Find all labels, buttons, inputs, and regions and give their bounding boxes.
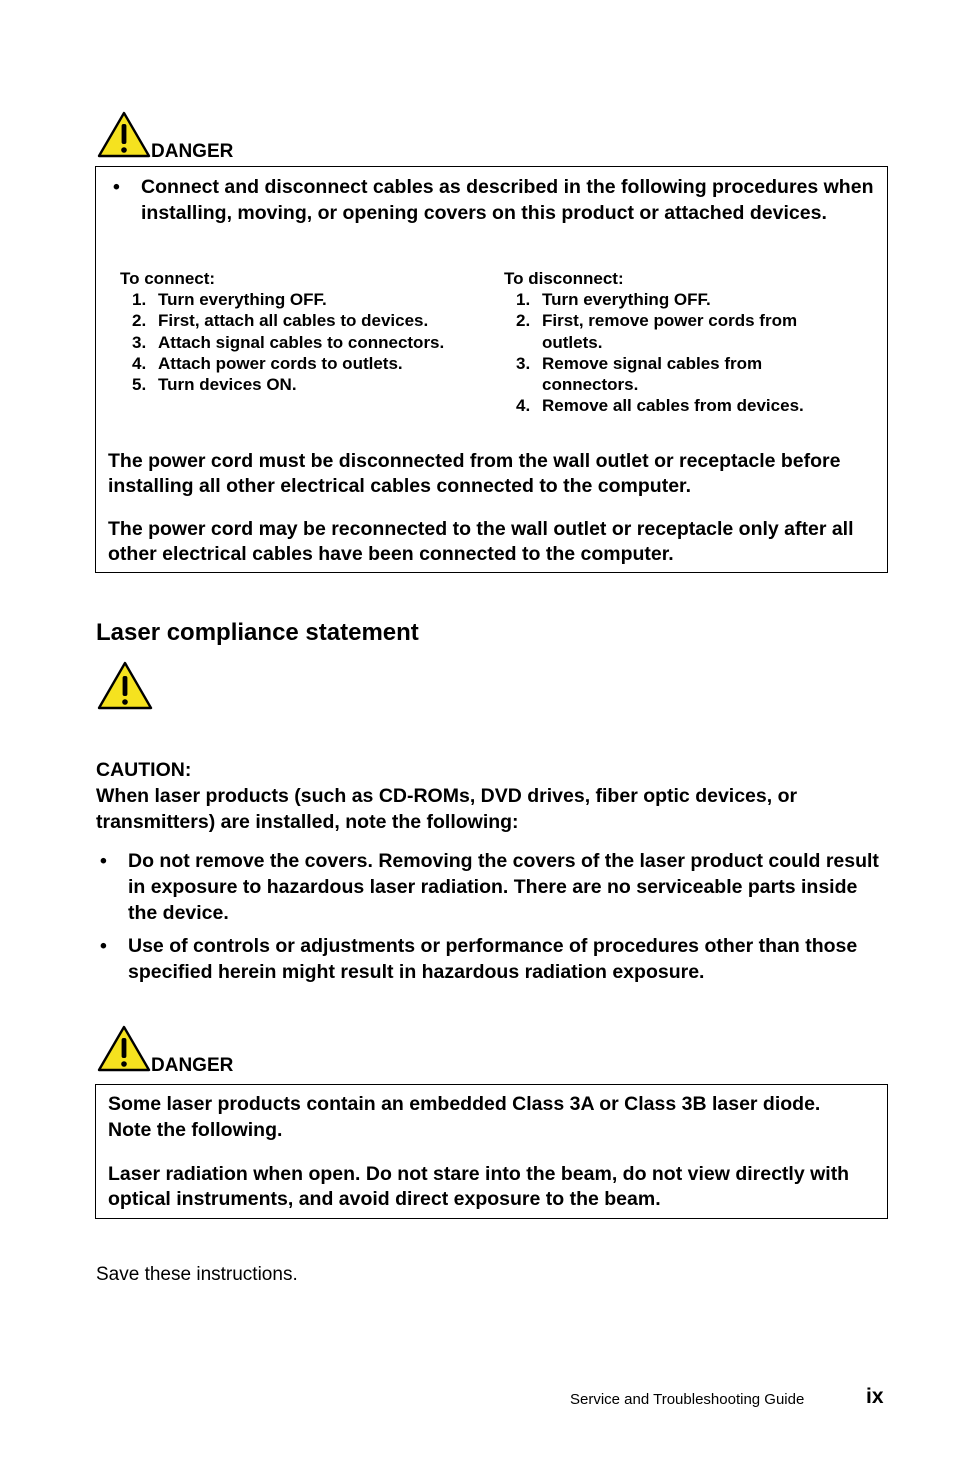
disconnect-steps: [504, 268, 849, 416]
list-item: 1. Turn everything OFF.: [516, 290, 711, 310]
laser-bullet-text: Use of controls or adjustments or performance of procedures other than those specified herein might result in hazardous radiation exposure.: [128, 935, 858, 983]
power-cord-disconnect-note: The power cord must be disconnected from the wall outlet or receptacle before installing all other electrical cables connected to the computer.: [108, 450, 841, 497]
bullet-dot: •: [113, 176, 120, 198]
section-heading: Laser compliance statement: [96, 619, 419, 646]
disconnect-heading: To disconnect:: [504, 269, 624, 288]
warning-triangle-icon: [97, 1025, 151, 1072]
bullet-dot: •: [100, 850, 107, 872]
page-number: ix: [866, 1385, 884, 1408]
warning-triangle-icon: [97, 111, 151, 158]
list-item: 5. Turn devices ON.: [132, 375, 297, 395]
save-instructions-note: Save these instructions.: [96, 1264, 298, 1285]
laser-bullet-text: Do not remove the covers. Removing the covers of the laser product could result in exposure to hazardous laser radiation. There are no serviceable parts inside the device.: [128, 850, 879, 924]
danger-intro-bullet: [113, 175, 873, 255]
connect-heading: To connect:: [120, 269, 216, 288]
laser-bullet-controls: [100, 933, 890, 988]
caution-label: CAUTION:: [96, 759, 192, 781]
warning-triangle-icon: [97, 661, 153, 711]
laser-radiation-note: Laser radiation when open. Do not stare into the beam, do not view directly with optical instruments, and avoid direct exposure to the beam.: [108, 1163, 850, 1210]
list-item: 3. Remove signal cables from connectors.: [516, 353, 763, 395]
power-cord-reconnect-note: The power cord may be reconnected to the wall outlet or receptacle only after all other electrical cables have been connected to the computer.: [108, 518, 854, 565]
danger-intro-text: Connect and disconnect cables as described in the following procedures when installing, moving, or opening covers on this product or attached devices.: [141, 176, 874, 224]
list-item: 1. Turn everything OFF.: [132, 290, 327, 310]
danger-label: DANGER: [151, 141, 234, 162]
list-item: 3. Attach signal cables to connectors.: [132, 332, 445, 352]
list-item: 2. First, remove power cords from outlets.: [516, 311, 798, 352]
laser-diode-note: Some laser products contain an embedded Class 3A or Class 3B laser diode. Note the following.: [108, 1093, 821, 1141]
caution-intro: When laser products (such as CD-ROMs, DVD drives, fiber optic devices, or transmitters) are installed, note the following:: [96, 785, 798, 833]
connect-steps: [120, 268, 495, 395]
list-item: 2. First, attach all cables to devices.: [132, 311, 429, 331]
list-item: 4. Remove all cables from devices.: [516, 396, 804, 416]
list-item: 4. Attach power cords to outlets.: [132, 353, 403, 373]
footer-guide-title: Service and Troubleshooting Guide: [570, 1391, 805, 1408]
danger-label: DANGER: [151, 1055, 234, 1076]
laser-bullet-covers: [100, 848, 890, 928]
bullet-dot: •: [100, 935, 107, 957]
